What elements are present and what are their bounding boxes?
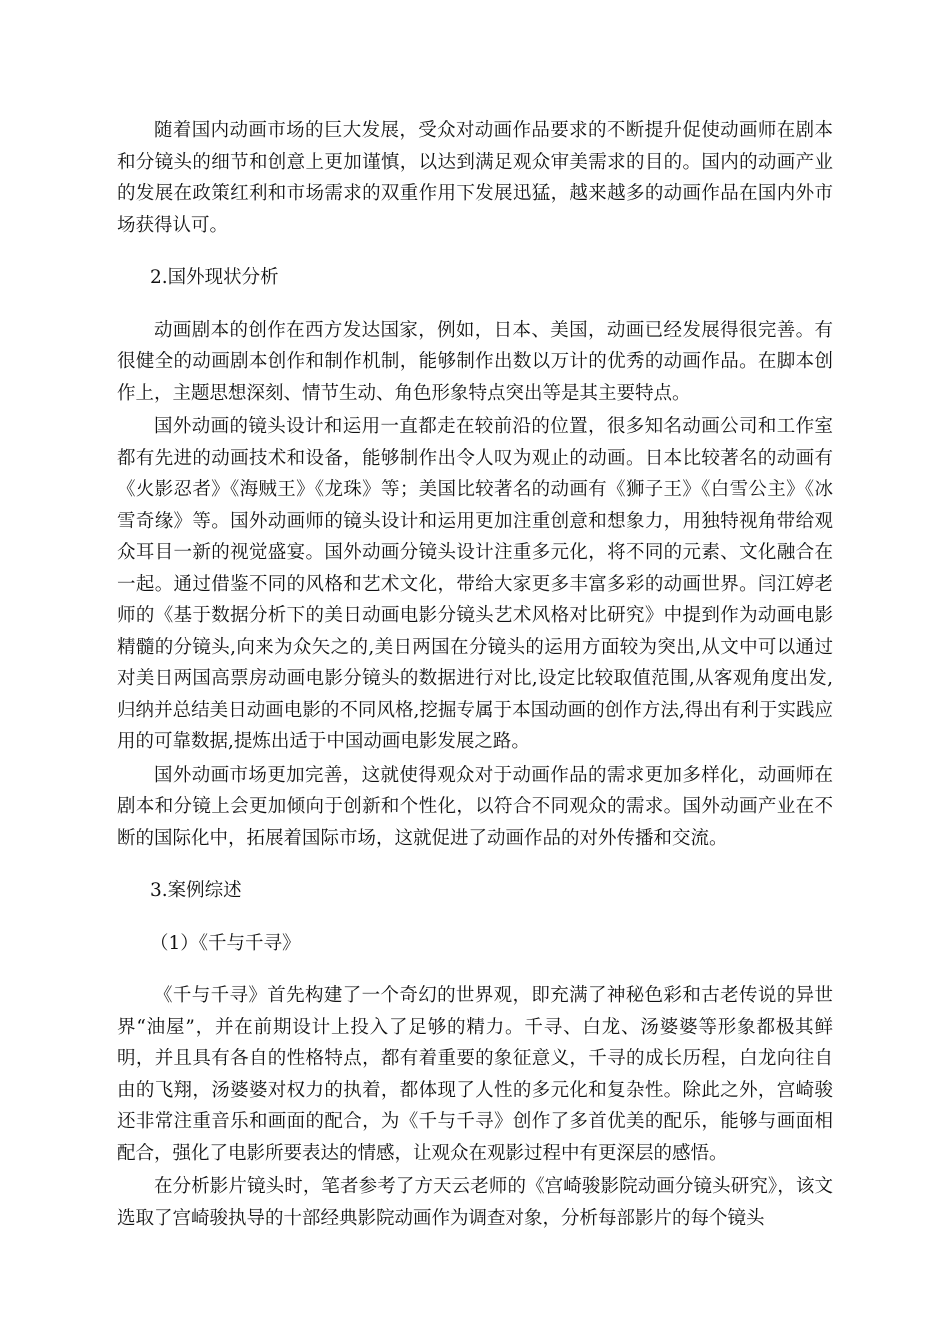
- section-heading-foreign-status: 2.国外现状分析: [150, 267, 279, 288]
- paragraph-foreign-market: 国外动画市场更加完善，这就使得观众对于动画作品的需求更加多样化，动画师在剧本和分镜上会更加倾向于创新和个性化，以符合不同观众的需求。国外动画产业在不断的国际化中，拓展着国际市场，这就促进了动画作品的对外传播和交流。: [117, 764, 833, 849]
- paragraph-foreign-shot-design: 国外动画的镜头设计和运用一直都走在较前沿的位置，很多知名动画公司和工作室都有先进的动画技术和设备，能够制作出令人叹为观止的动画。日本比较著名的动画有《火影忍者》《海贼王》《龙珠》等；美国比较著名的动画有《狮子王》《白雪公主》《冰雪奇缘》等。国外动画师的镜头设计和运用更加注重创意和想象力，用独特视角带给观众耳目一新的视觉盛宴。国外动画分镜头设计注重多元化，将不同的元素、文化融合在一起。通过借鉴不同的风格和艺术文化，带给大家更多丰富多彩的动画世界。闫江婷老师的《基于数据分析下的美日动画电影分镜头艺术风格对比研究》中提到作为动画电影精髓的分镜头,向来为众矢之的,美日两国在分镜头的运用方面较为突出,从文中可以通过对美日两国高票房动画电影分镜头的数据进行对比,设定比较取值范围,从客观角度出发,归纳并总结美日动画电影的不同风格,挖掘专属于本国动画的创作方法,得出有利于实践应用的可靠数据,提炼出适于中国动画电影发展之路。: [117, 416, 833, 752]
- paragraph-domestic-market: 随着国内动画市场的巨大发展，受众对动画作品要求的不断提升促使动画师在剧本和分镜头的细节和创意上更加谨慎，以达到满足观众审美需求的目的。国内的动画产业的发展在政策红利和市场需求的双重作用下发展迅猛，越来越多的动画作品在国内外市场获得认可。: [117, 120, 833, 236]
- paragraph-foreign-script: 动画剧本的创作在西方发达国家，例如，日本、美国，动画已经发展得很完善。有很健全的动画剧本创作和制作机制，能够制作出数以万计的优秀的动画作品。在脚本创作上，主题思想深刻、情节生动、角色形象特点突出等是其主要特点。: [117, 319, 833, 404]
- subheading-spirited-away: （1）《千与千寻》: [150, 932, 301, 954]
- document-page: [117, 115, 833, 1234]
- section-heading-case-review: 3.案例综述: [150, 880, 242, 901]
- paragraph-spirited-away: 《千与千寻》首先构建了一个奇幻的世界观，即充满了神秘色彩和古老传说的异世界“油屋”，并在前期设计上投入了足够的精力。千寻、白龙、汤婆婆等形象都极其鲜明，并且具有各自的性格特点，都有着重要的象征意义，千寻的成长历程，白龙向往自由的飞翔，汤婆婆对权力的执着，都体现了人性的多元化和复杂性。除此之外，宫崎骏还非常注重音乐和画面的配合，为《千与千寻》创作了多首优美的配乐，能够与画面相配合，强化了电影所要表达的情感，让观众在观影过程中有更深层的感悟。: [117, 985, 833, 1164]
- paragraph-shot-analysis: 在分析影片镜头时，笔者参考了方天云老师的《宫崎骏影院动画分镜头研究》，该文选取了宫崎骏执导的十部经典影院动画作为调查对象，分析每部影片的每个镜头: [117, 1176, 833, 1229]
